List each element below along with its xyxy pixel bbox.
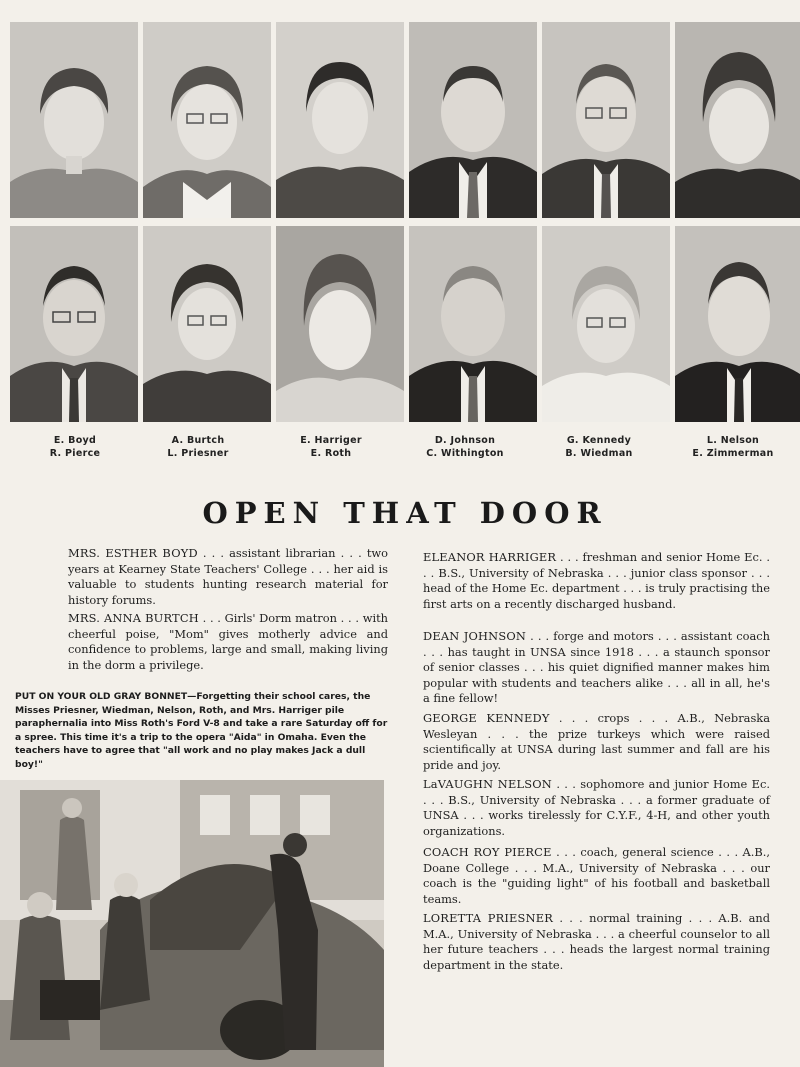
name-top: L. Nelson xyxy=(706,435,760,446)
bio-name: GEORGE KENNEDY xyxy=(423,711,550,725)
group-photo xyxy=(0,780,384,1067)
bio-name: LORETTA PRIESNER xyxy=(423,911,554,925)
portrait-photo xyxy=(276,22,404,218)
portrait-name-caption xyxy=(10,434,140,460)
name-bottom: E. Zimmerman xyxy=(692,448,774,459)
portrait-photo xyxy=(143,22,271,218)
portrait-photo xyxy=(675,226,800,422)
portrait-photo xyxy=(10,226,138,422)
bio-paragraph xyxy=(423,711,770,773)
bio-name: COACH ROY PIERCE xyxy=(423,845,552,859)
bio-text: . . . forge and motors . . . assistant coach . . . has taught in UNSA since 1918 . . . a staunch sponsor of senior classes . . . his quiet dignified manner makes him popular with students and teachers alike . . . all in all, he's a fine fellow! xyxy=(423,629,771,706)
bio-paragraph xyxy=(423,629,770,707)
bio-paragraph xyxy=(423,550,770,612)
bio-paragraph xyxy=(423,777,770,839)
portrait-name-caption xyxy=(668,434,798,460)
photo-caption: PUT ON YOUR OLD GRAY BONNET—Forgetting their school cares, the Misses Priesner, Wiedman, Nelson, Roth, and Mrs. Harriger pile paraphernalia into Miss Roth's Ford V-8 and take a rare Saturday off for a spree. This time it's a trip to the opera "Aida" in Omaha. Even the teachers have to agree that "all work and no play makes Jack a dull boy!" xyxy=(15,691,388,770)
portrait-photo xyxy=(542,22,670,218)
name-top: A. Burtch xyxy=(171,435,225,446)
bio-text: . . . sophomore and junior Home Ec. . . . B.S., University of Nebraska . . . a former graduate of UNSA . . . works tirelessly for C.Y.F., 4-H, and other youth organizations. xyxy=(423,777,770,838)
portrait-name-caption xyxy=(133,434,263,460)
bio-text: . . . normal training . . . A.B. and M.A., University of Nebraska . . . a cheerful counselor to all her future teachers . . . heads the largest normal training department in the state. xyxy=(423,911,770,972)
bio-paragraph xyxy=(68,546,388,608)
portrait-photo xyxy=(143,226,271,422)
portrait-photo xyxy=(409,226,537,422)
bio-paragraph xyxy=(68,611,388,673)
bio-text: . . . assistant librarian . . . two years at Kearney State Teachers' College . . . her aid is valuable to students hunting research material for history forums. xyxy=(68,546,388,607)
bio-name: DEAN JOHNSON xyxy=(423,629,527,643)
bio-name: LaVAUGHN NELSON xyxy=(423,777,552,791)
portrait-name-caption xyxy=(534,434,664,460)
name-bottom: C. Withington xyxy=(426,448,504,459)
bio-name: ELEANOR HARRIGER xyxy=(423,550,557,564)
name-bottom: R. Pierce xyxy=(49,448,101,459)
name-top: G. Kennedy xyxy=(566,435,632,446)
bio-text: . . . Girls' Dorm matron . . . with cheerful poise, "Mom" gives motherly advice and confidence to problems, large and small, making living in the dorm a privilege. xyxy=(68,611,388,672)
bio-text: . . . coach, general science . . . A.B., Doane College . . . M.A., University of Nebraska . . . our coach is the "guiding light" of his football and basketball teams. xyxy=(423,845,770,906)
page-headline: OPEN THAT DOOR xyxy=(202,496,608,530)
faculty-portrait-grid xyxy=(10,22,800,424)
name-top: E. Harriger xyxy=(300,435,362,446)
portrait-photo xyxy=(276,226,404,422)
bio-name: MRS. ESTHER BOYD xyxy=(68,546,198,560)
bio-paragraph xyxy=(423,911,770,973)
portrait-photo xyxy=(675,22,800,218)
name-bottom: B. Wiedman xyxy=(565,448,633,459)
bio-name: MRS. ANNA BURTCH xyxy=(68,611,199,625)
portrait-photo xyxy=(542,226,670,422)
portrait-name-caption xyxy=(400,434,530,460)
portrait-photo xyxy=(10,22,138,218)
bio-paragraph xyxy=(423,845,770,907)
name-bottom: E. Roth xyxy=(310,448,352,459)
portrait-photo xyxy=(409,22,537,218)
name-bottom: L. Priesner xyxy=(167,448,229,459)
bio-text: . . . crops . . . A.B., Nebraska Wesleyan . . . the prize turkeys which were raised scientifically at UNSA during last summer and fall are his pride and joy. xyxy=(423,711,770,772)
name-top: D. Johnson xyxy=(434,435,496,446)
portrait-name-caption xyxy=(266,434,396,460)
bio-text: . . . freshman and senior Home Ec. . . . B.S., University of Nebraska . . . junior class sponsor . . . head of the Home Ec. department . . . is truly practising the first arts on a recently discharged husband. xyxy=(423,550,770,611)
name-top: E. Boyd xyxy=(53,435,97,446)
